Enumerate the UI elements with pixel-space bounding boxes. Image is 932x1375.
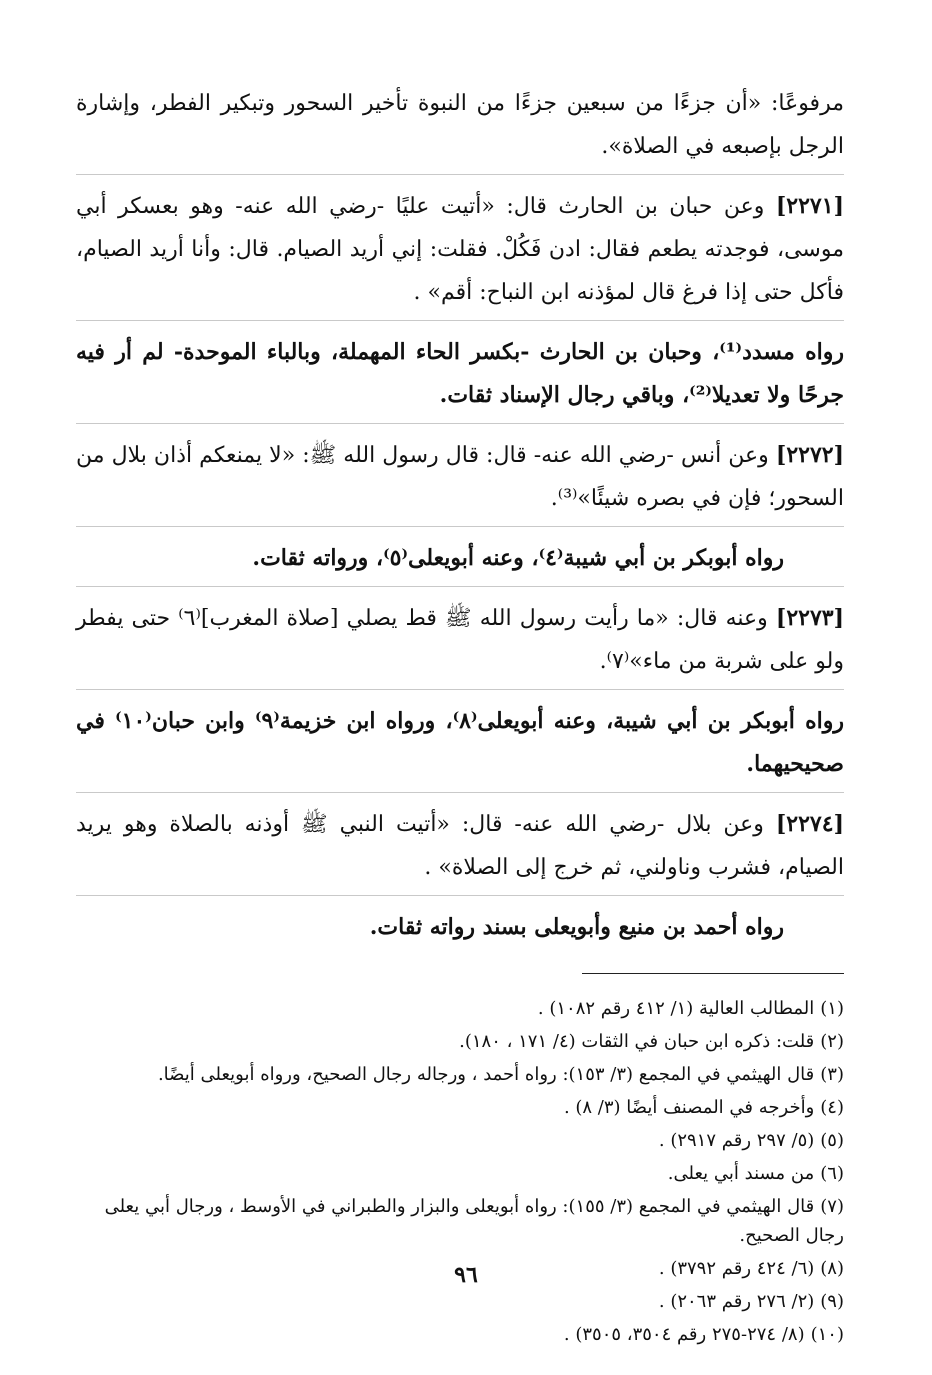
footnote-4 (76, 1093, 844, 1122)
footnote-1 (76, 994, 844, 1023)
source-2274 (76, 906, 844, 955)
hadith-2271 (76, 185, 844, 321)
hadith-text: وعن حبان بن الحارث قال: «أتيت عليًا -رضي الله عنه- وهو بعسكر أبي موسى، فوجدته يطعم فقال: ادن فَكُلْ. فقلت: إني أريد الصيام. قال: وأنا أريد الصيام، فأكل حتى إذا فرغ قال لمؤذنه ابن النباح: أقم» . (76, 194, 845, 305)
footnote-10 (76, 1320, 844, 1349)
source-text: رواه مسدد⁽¹⁾، وحبان بن الحارث -بكسر الحاء المهملة، وبالباء الموحدة- لم أر فيه جرحًا ولا تعديلا⁽²⁾، وباقي رجال الإسناد ثقات. (76, 339, 844, 408)
paragraph-continuation (76, 82, 844, 175)
hadith-2272 (76, 434, 844, 527)
paragraph-text: مرفوعًا: «أن جزءًا من سبعين جزءًا من النبوة تأخير السحور وتبكير الفطر، وإشارة الرجل بإصبعه في الصلاة». (76, 91, 844, 159)
footnote-2 (76, 1027, 844, 1056)
footnote-text: قلت: ذكره ابن حبان في الثقات (٤/ ١٧١ ، ١٨٠). (459, 1031, 815, 1052)
footnote-3 (76, 1060, 844, 1089)
footnote-label: (٤) (820, 1097, 844, 1118)
footnote-9 (76, 1287, 844, 1316)
footnote-divider (582, 973, 844, 974)
footnote-label: (٣) (820, 1064, 844, 1085)
footnote-label: (٦) (820, 1163, 844, 1184)
hadith-2274 (76, 803, 844, 896)
footnotes (76, 994, 844, 1349)
footnote-label: (٨) (820, 1258, 844, 1279)
hadith-number: [٢٢٧١] (775, 193, 844, 219)
hadith-number: [٢٢٧٢] (775, 442, 845, 468)
source-text: رواه أبوبكر بن أبي شيبة، وعنه أبويعلى⁽٨⁾، ورواه ابن خزيمة⁽٩⁾ وابن حبان⁽١٠⁾ في صحيحيهما. (76, 708, 844, 777)
footnote-text: قال الهيثمي في المجمع (٣/ ١٥٣): رواه أحمد ، ورجاله رجال الصحيح، ورواه أبويعلى أيضًا. (157, 1064, 815, 1085)
footnote-label: (٢) (820, 1031, 844, 1052)
footnote-text: (٥/ ٢٩٧ رقم ٢٩١٧) . (658, 1130, 815, 1151)
source-2271 (76, 331, 844, 424)
hadith-text: وعن بلال -رضي الله عنه- قال: «أتيت النبي ﷺ أوذنه بالصلاة وهو يريد الصيام، فشرب وناولني، ثم خرج إلى الصلاة» . (76, 812, 844, 880)
footnote-label: (١٠) (810, 1324, 844, 1345)
footnote-label: (٩) (820, 1291, 844, 1312)
hadith-number: [٢٢٧٣] (775, 605, 845, 631)
footnote-label: (٥) (820, 1130, 844, 1151)
source-text: رواه أبوبكر بن أبي شيبة⁽٤⁾، وعنه أبويعلى⁽٥⁾، ورواته ثقات. (252, 545, 784, 571)
footnote-text: (٨/ ٢٧٤-٢٧٥ رقم ٣٥٠٤، ٣٥٠٥) . (563, 1324, 805, 1345)
footnote-text: وأخرجه في المصنف أيضًا (٣/ ٨) . (563, 1097, 815, 1118)
source-2273 (76, 700, 844, 793)
footnote-text: من مسند أبي يعلى. (667, 1163, 815, 1184)
footnote-text: (٦/ ٤٢٤ رقم ٣٧٩٢) . (658, 1258, 815, 1279)
footnote-text: المطالب العالية (١/ ٤١٢ رقم ١٠٨٢) . (537, 998, 815, 1019)
footnote-label: (٧) (820, 1196, 844, 1217)
footnote-text: (٢/ ٢٧٦ رقم ٢٠٦٣) . (658, 1291, 815, 1312)
hadith-text: وعنه قال: «ما رأيت رسول الله ﷺ قط يصلي [صلاة المغرب]⁽٦⁾ حتى يفطر ولو على شربة من ماء»⁽٧⁾. (76, 606, 844, 674)
footnote-5 (76, 1126, 844, 1155)
footnote-6 (76, 1159, 844, 1188)
hadith-number: [٢٢٧٤] (775, 811, 844, 837)
footnote-label: (١) (820, 998, 844, 1019)
page-number: ٩٦ (454, 1262, 478, 1288)
hadith-text: وعن أنس -رضي الله عنه- قال: قال رسول الله ﷺ: «لا يمنعكم أذان بلال من السحور؛ فإن في بصره شيئًا»⁽³⁾. (76, 443, 844, 511)
hadith-2273 (76, 597, 844, 690)
footnote-7 (76, 1192, 844, 1250)
source-2272 (76, 537, 844, 587)
source-text: رواه أحمد بن منيع وأبويعلى بسند رواته ثقات. (369, 914, 784, 940)
footnote-text: قال الهيثمي في المجمع (٣/ ١٥٥): رواه أبويعلى والبزار والطبراني في الأوسط ، ورجال أبي يعلى رجال الصحيح. (104, 1196, 844, 1246)
